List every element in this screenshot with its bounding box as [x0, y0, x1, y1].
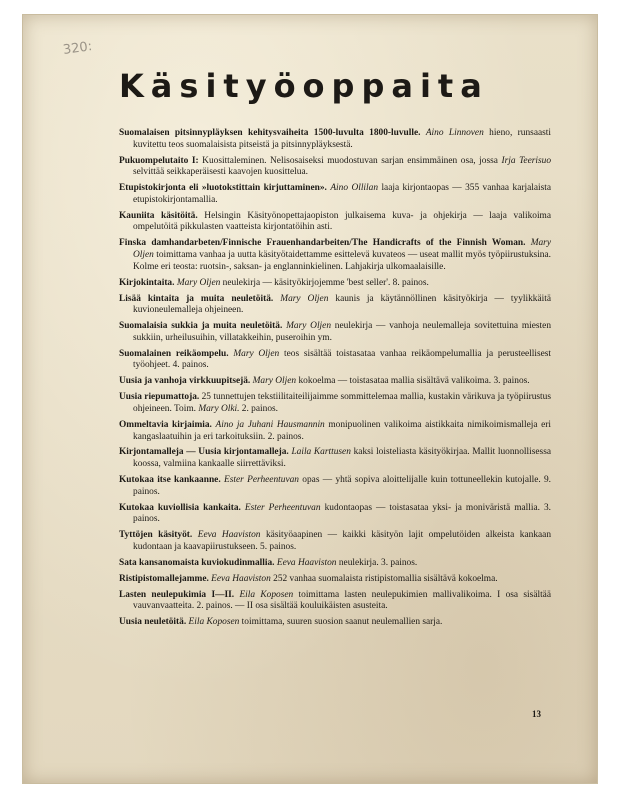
- book-author: Ester Perheentuvan: [244, 502, 321, 513]
- book-author: Aino ja Juhani Hausmannin: [215, 419, 325, 430]
- book-title: Kutokaa itse kankaanne.: [119, 475, 221, 486]
- book-entry: [119, 349, 551, 372]
- book-entry: [119, 574, 551, 586]
- book-author: Laila Karttusen: [291, 447, 351, 458]
- book-description: käsityöaapinen — kaikki käsityön lajit ompelutöiden alkeista kankaan kudontaan ja kaavapiirustukseen. 5. painos.: [133, 530, 552, 552]
- book-description: 252 vanhaa suomalaista ristipistomallia sisältävä kokoelma.: [273, 573, 498, 584]
- book-entry: [119, 420, 551, 443]
- book-description: kudontaopas — toistasataa yksi- ja moniväristä mallia. 3. painos.: [133, 502, 552, 525]
- book-entry: [119, 617, 551, 629]
- book-entry: [119, 475, 551, 498]
- book-description: teos sisältää toistasataa vanhaa reikäompelumallia ja perusteellisest työohjeet. 4. painos.: [133, 348, 552, 371]
- book-author: Mary Oljen: [176, 277, 221, 288]
- book-title: Etupistokirjonta eli »luotokstittain kirjuttaminen».: [119, 183, 327, 194]
- book-author: Irja Teerisuo: [501, 155, 552, 166]
- book-title: Kauniita käsitöitä.: [119, 210, 198, 221]
- book-description: kaksi loisteliasta käsityökirjaa. Mallit luonnollisessa koossa, valmiina kankaalle siirrettäviksi.: [133, 447, 552, 470]
- book-list: [119, 128, 551, 633]
- book-entry: [119, 558, 551, 570]
- book-title: Kirjontamalleja — Uusia kirjontamalleja.: [119, 447, 289, 458]
- page-title: Käsityöoppaita: [119, 67, 489, 105]
- book-entry: [119, 447, 551, 470]
- book-entry: [119, 590, 551, 613]
- book-title: Lisää kintaita ja muita neuletöitä.: [119, 293, 274, 304]
- book-title: Uusia riepumattoja.: [119, 392, 200, 403]
- catalog-page: [22, 14, 598, 784]
- book-entry: [119, 183, 551, 206]
- book-description: neulekirja — vanhoja neulemalleja sovitettuina miesten sukkiin, urheilusuihin, villatakkeihin, puseroihin ym.: [133, 321, 552, 343]
- book-author: Mary Oljen: [133, 238, 551, 261]
- pencil-mark: 320:: [62, 39, 94, 58]
- book-entry: [119, 278, 551, 290]
- book-description: toimittama vanhaa ja uutta käsityötaidettamme esittelevä kuvateos — useat mallit myös työpiirustuksina. Kolme eri teosta: ruotsin-, saksan- ja englanninkielinen. Lahjakirja ulkomaalaisille.: [133, 250, 552, 272]
- book-description-lead: Helsingin Käsityönopettajaopiston julkaisema kuva- ja ohjekirja — laaja valikoima ompelutöitä pikkulasten vaatteista kirjontatöihin asti.: [133, 210, 552, 233]
- book-description: kokoelma — toistasataa mallia sisältävä valikoima. 3. painos.: [298, 376, 530, 387]
- book-entry: [119, 530, 551, 553]
- book-entry: [119, 376, 551, 388]
- book-description: opas — yhtä sopiva aloittelijalle kuin tottuneellekin kutojalle. 9. painos.: [133, 475, 552, 497]
- book-title: Suomalaisen pitsinnypläyksen kehitysvaiheita 1500-luvulta 1800-luvulle.: [119, 128, 421, 138]
- book-author: Eeva Haaviston: [211, 573, 271, 584]
- book-title: Pukuompelutaito I:: [119, 155, 199, 166]
- book-author: Eeva Haaviston: [276, 557, 337, 568]
- book-entry: [119, 294, 551, 317]
- book-description-lead: Kuosittaleminen. Nelisosaiseksi muodostuvan sarjan ensimmäinen osa, jossa: [202, 155, 498, 166]
- book-title: Ommeltavia kirjaimia.: [119, 419, 212, 430]
- book-description: selvittää seikkaperäisesti kaavojen kuosittelua.: [133, 167, 308, 178]
- book-description: toimittama, suuren suosion saanut neulemallien sarja.: [241, 617, 443, 628]
- book-title: Suomalaisia sukkia ja muita neuletöitä.: [119, 321, 283, 332]
- book-entry: [119, 392, 551, 415]
- book-author: Mary Olki.: [198, 403, 240, 414]
- book-author: Eila Koposen: [188, 617, 240, 628]
- book-description-lead: 25 tunnettujen tekstiilitaiteilijaimme sommittelemaa mallia, kustakin värikuva ja työpiirustus ohjeineen. Toim.: [133, 392, 551, 414]
- book-author: Mary Oljen: [280, 293, 329, 304]
- book-description: hieno, runsaasti kuvitettu teos suomalaisista pitseistä ja pitsinnypläyksestä.: [133, 128, 551, 150]
- book-title: Uusia ja vanhoja virkkuupitsejä.: [119, 376, 251, 387]
- page-number: 13: [532, 709, 541, 719]
- book-entry: [119, 156, 551, 179]
- book-title: Uusia neuletöitä.: [119, 617, 187, 628]
- book-author: Mary Oljen: [233, 348, 280, 359]
- book-author: Ester Perheentuvan: [224, 475, 299, 486]
- book-title: Sata kansanomaista kuviokudinmallia.: [119, 557, 275, 568]
- book-title: Kirjokintaita.: [119, 277, 175, 288]
- book-entry: [119, 503, 551, 526]
- book-entry: [119, 238, 551, 273]
- book-author: Eila Koposen: [239, 589, 294, 600]
- book-title: Ristipistomallejamme.: [119, 573, 209, 584]
- book-author: Mary Oljen: [252, 376, 297, 387]
- book-author: Eeva Haaviston: [197, 530, 261, 541]
- book-description: monipuolinen valikoima aistikkaita nimikoimismalleja eri kangaslaatuihin ja eri tarkoituksiin. 2. painos.: [133, 419, 552, 442]
- book-entry: [119, 128, 551, 151]
- book-author: Aino Linnoven: [425, 128, 484, 138]
- book-description: neulekirja. 3. painos.: [338, 557, 418, 568]
- book-entry: [119, 211, 551, 234]
- book-author: Mary Oljen: [286, 321, 332, 332]
- book-description: neulekirja — käsityökirjojemme 'best seller'. 8. painos.: [222, 277, 429, 288]
- book-description: 2. painos.: [241, 403, 278, 414]
- book-description: toimittama lasten neulepukimien mallivalikoima. I osa sisältää vauvanvaatteita. 2. painos. — II osa sisältää kouluikäisten asusteita.: [133, 589, 552, 612]
- book-title: Kutokaa kuviollisia kankaita.: [119, 502, 241, 513]
- book-title: Tyttöjen käsityöt.: [119, 530, 193, 541]
- book-title: Lasten neulepukimia I—II.: [119, 589, 235, 600]
- book-entry: [119, 321, 551, 344]
- book-author: Aino Ollilan: [330, 183, 379, 194]
- book-description: laaja kirjontaopas — 355 vanhaa karjalaista etupistokirjontamallia.: [133, 183, 552, 205]
- book-title: Finska damhandarbeten/Finnische Frauenhandarbeiten/The Handicrafts of the Finnish Woman.: [119, 238, 526, 249]
- book-description: kaunis ja käytännöllinen käsityökirja — tyylikkäitä kuvioneulemalleja ohjeineen.: [133, 293, 552, 316]
- book-title: Suomalainen reikäompelu.: [119, 348, 229, 359]
